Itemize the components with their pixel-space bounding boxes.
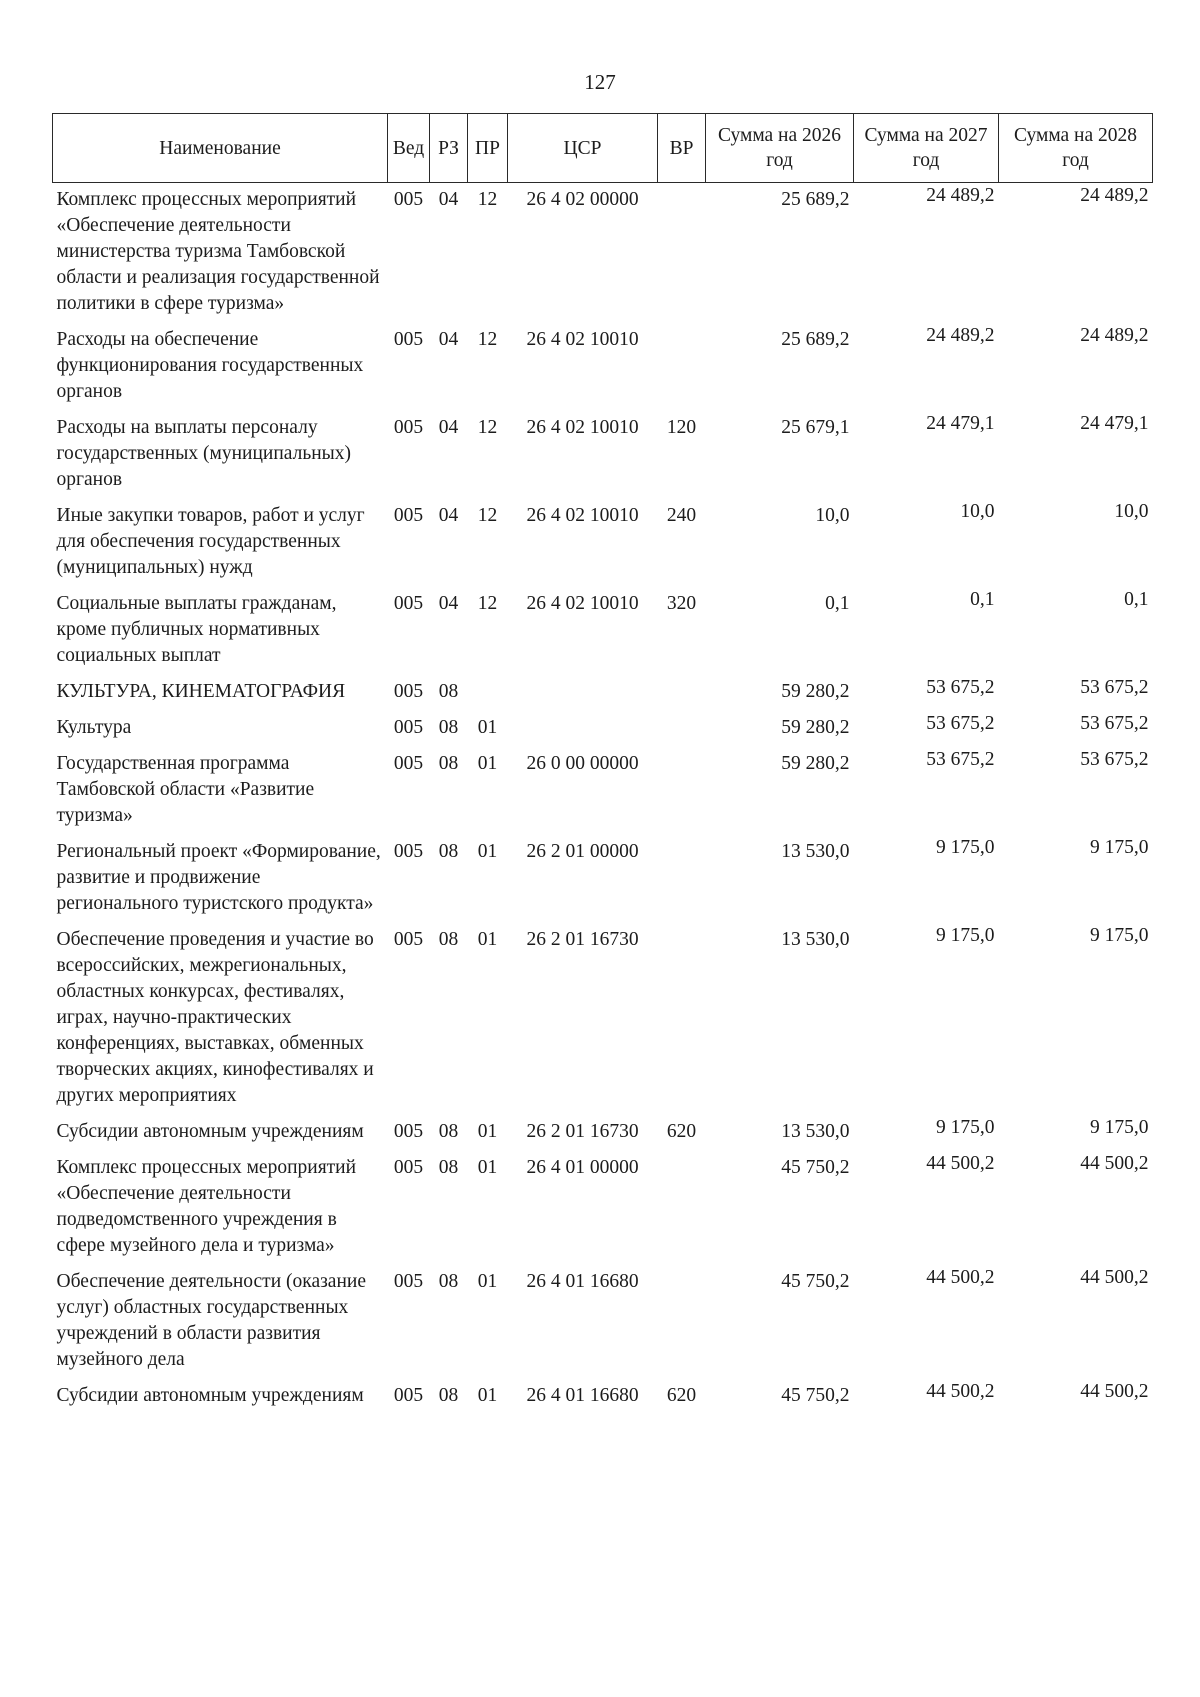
row-vr: 620 [666, 1385, 697, 1406]
row-rz: 08 [438, 1121, 459, 1142]
row-sum-2028: 44 500,2 [1080, 1381, 1149, 1402]
row-pr: 12 [477, 329, 498, 350]
row-sum-2027: 53 675,2 [926, 749, 995, 770]
row-name: Иные закупки товаров, работ и услуг для обеспечения государственных (муниципальных) нужд [56, 505, 365, 578]
table-row [53, 587, 1153, 675]
row-ved: 005 [393, 841, 424, 862]
row-ved: 005 [393, 1385, 424, 1406]
row-name: Социальные выплаты гражданам, кроме публичных нормативных социальных выплат [56, 593, 337, 666]
row-name: Расходы на выплаты персоналу государственных (муниципальных) органов [56, 417, 352, 490]
row-csr: 26 2 01 16730 [526, 929, 639, 950]
row-pr: 12 [477, 505, 498, 526]
row-sum-2028: 53 675,2 [1080, 713, 1149, 734]
table-row [53, 1151, 1153, 1265]
row-pr: 01 [477, 1271, 498, 1292]
row-sum-2028: 24 489,2 [1080, 325, 1149, 346]
row-ved: 005 [393, 417, 424, 438]
table-row [53, 711, 1153, 747]
row-sum-2027: 9 175,0 [936, 837, 995, 858]
table-row [53, 499, 1153, 587]
row-sum-2028: 10,0 [1114, 501, 1149, 522]
table-row [53, 747, 1153, 835]
header-name: Наименование [53, 114, 388, 183]
row-vr [658, 711, 706, 747]
row-vr [658, 675, 706, 711]
row-rz: 04 [438, 189, 459, 210]
row-sum-2026: 13 530,0 [781, 841, 850, 862]
row-rz: 04 [438, 505, 459, 526]
row-name: КУЛЬТУРА, КИНЕМАТОГРАФИЯ [56, 681, 346, 702]
table-row [53, 923, 1153, 1115]
header-csr: ЦСР [508, 114, 658, 183]
row-rz: 08 [438, 753, 459, 774]
row-vr: 320 [666, 593, 697, 614]
row-vr [658, 835, 706, 923]
table-row [53, 835, 1153, 923]
row-rz: 04 [438, 593, 459, 614]
row-sum-2028: 0,1 [1124, 589, 1149, 610]
row-sum-2026: 25 689,2 [781, 189, 850, 210]
row-vr: 620 [666, 1121, 697, 1142]
row-ved: 005 [393, 1271, 424, 1292]
row-sum-2028: 44 500,2 [1080, 1267, 1149, 1288]
header-ved: Вед [388, 114, 430, 183]
row-ved: 005 [393, 505, 424, 526]
row-name: Комплекс процессных мероприятий «Обеспечение деятельности министерства туризма Тамбовской области и реализация государственной политики в сфере туризма» [56, 189, 380, 314]
row-csr [508, 675, 658, 711]
row-sum-2026: 59 280,2 [781, 681, 850, 702]
row-csr: 26 4 02 10010 [526, 329, 639, 350]
header-pr: ПР [468, 114, 508, 183]
row-sum-2026: 13 530,0 [781, 1121, 850, 1142]
row-ved: 005 [393, 681, 424, 702]
row-sum-2026: 45 750,2 [781, 1271, 850, 1292]
row-pr: 01 [477, 753, 498, 774]
row-csr: 26 4 01 16680 [526, 1385, 639, 1406]
row-sum-2027: 44 500,2 [926, 1267, 995, 1288]
row-ved: 005 [393, 1157, 424, 1178]
row-vr [658, 747, 706, 835]
header-sum-2026: Сумма на 2026 год [706, 114, 854, 183]
row-sum-2026: 25 679,1 [781, 417, 850, 438]
row-rz: 08 [438, 1157, 459, 1178]
row-ved: 005 [393, 753, 424, 774]
row-sum-2027: 44 500,2 [926, 1381, 995, 1402]
table-row [53, 1115, 1153, 1151]
table-row [53, 1265, 1153, 1379]
row-ved: 005 [393, 593, 424, 614]
row-pr [468, 675, 508, 711]
row-name: Обеспечение деятельности (оказание услуг) областных государственных учреждений в области развития музейного дела [56, 1271, 366, 1370]
row-ved: 005 [393, 1121, 424, 1142]
row-rz: 08 [438, 841, 459, 862]
header-sum-2028: Сумма на 2028 год [999, 114, 1153, 183]
row-rz: 04 [438, 417, 459, 438]
table-row [53, 1379, 1153, 1415]
table-row [53, 323, 1153, 411]
row-csr: 26 0 00 00000 [526, 753, 639, 774]
row-csr [508, 711, 658, 747]
row-ved: 005 [393, 329, 424, 350]
table-body [53, 183, 1153, 1416]
row-pr: 12 [477, 189, 498, 210]
row-name: Региональный проект «Формирование, развитие и продвижение регионального туристского продукта» [56, 841, 381, 914]
row-sum-2026: 45 750,2 [781, 1157, 850, 1178]
row-ved: 005 [393, 189, 424, 210]
row-sum-2026: 59 280,2 [781, 717, 850, 738]
row-ved: 005 [393, 717, 424, 738]
row-name: Культура [56, 717, 132, 738]
row-sum-2026: 10,0 [815, 505, 850, 526]
row-sum-2026: 13 530,0 [781, 929, 850, 950]
row-vr: 120 [666, 417, 697, 438]
row-sum-2026: 0,1 [825, 593, 850, 614]
page-number: 127 [584, 70, 616, 94]
row-vr [658, 923, 706, 1115]
table-row [53, 411, 1153, 499]
row-rz: 08 [438, 929, 459, 950]
row-csr: 26 4 02 00000 [526, 189, 639, 210]
row-sum-2028: 9 175,0 [1090, 1117, 1149, 1138]
table-row [53, 183, 1153, 324]
row-pr: 12 [477, 417, 498, 438]
row-csr: 26 4 02 10010 [526, 593, 639, 614]
row-sum-2028: 44 500,2 [1080, 1153, 1149, 1174]
row-name: Субсидии автономным учреждениям [56, 1121, 364, 1142]
row-csr: 26 4 01 00000 [526, 1157, 639, 1178]
row-sum-2028: 24 479,1 [1080, 413, 1149, 434]
row-sum-2028: 9 175,0 [1090, 925, 1149, 946]
row-rz: 04 [438, 329, 459, 350]
row-sum-2026: 45 750,2 [781, 1385, 850, 1406]
row-csr: 26 4 02 10010 [526, 505, 639, 526]
row-vr [658, 1265, 706, 1379]
row-rz: 08 [438, 1385, 459, 1406]
row-sum-2028: 24 489,2 [1080, 185, 1149, 206]
row-pr: 01 [477, 1121, 498, 1142]
row-pr: 01 [477, 1157, 498, 1178]
row-pr: 01 [477, 1385, 498, 1406]
row-sum-2027: 53 675,2 [926, 677, 995, 698]
row-rz: 08 [438, 717, 459, 738]
row-rz: 08 [438, 681, 459, 702]
row-name: Расходы на обеспечение функционирования государственных органов [56, 329, 364, 402]
row-sum-2028: 9 175,0 [1090, 837, 1149, 858]
row-pr: 01 [477, 929, 498, 950]
row-sum-2027: 44 500,2 [926, 1153, 995, 1174]
row-sum-2028: 53 675,2 [1080, 749, 1149, 770]
row-csr: 26 4 02 10010 [526, 417, 639, 438]
row-pr: 01 [477, 717, 498, 738]
row-sum-2027: 53 675,2 [926, 713, 995, 734]
row-name: Субсидии автономным учреждениям [56, 1385, 364, 1406]
row-csr: 26 4 01 16680 [526, 1271, 639, 1292]
row-csr: 26 2 01 16730 [526, 1121, 639, 1142]
budget-table [52, 113, 1153, 1415]
row-sum-2026: 25 689,2 [781, 329, 850, 350]
header-rz: РЗ [430, 114, 468, 183]
row-name: Комплекс процессных мероприятий «Обеспечение деятельности подведомственного учреждения в сфере музейного дела и туризма» [56, 1157, 357, 1256]
row-pr: 01 [477, 841, 498, 862]
row-name: Обеспечение проведения и участие во всероссийских, межрегиональных, областных конкурсах, фестивалях, играх, научно-практических конференциях, выставках, обменных творческих акциях, кинофестивалях и других мероприятиях [56, 929, 374, 1106]
table-header-row [53, 114, 1153, 183]
row-sum-2028: 53 675,2 [1080, 677, 1149, 698]
header-sum-2027: Сумма на 2027 год [854, 114, 999, 183]
row-vr [658, 183, 706, 324]
table-row [53, 675, 1153, 711]
row-vr [658, 323, 706, 411]
row-ved: 005 [393, 929, 424, 950]
row-sum-2027: 24 489,2 [926, 185, 995, 206]
row-csr: 26 2 01 00000 [526, 841, 639, 862]
row-vr [658, 1151, 706, 1265]
row-sum-2027: 24 479,1 [926, 413, 995, 434]
row-sum-2027: 10,0 [960, 501, 995, 522]
row-sum-2027: 0,1 [970, 589, 995, 610]
row-sum-2027: 9 175,0 [936, 1117, 995, 1138]
row-vr: 240 [666, 505, 697, 526]
row-rz: 08 [438, 1271, 459, 1292]
row-sum-2026: 59 280,2 [781, 753, 850, 774]
row-pr: 12 [477, 593, 498, 614]
row-sum-2027: 24 489,2 [926, 325, 995, 346]
row-sum-2027: 9 175,0 [936, 925, 995, 946]
header-vr: ВР [658, 114, 706, 183]
row-name: Государственная программа Тамбовской области «Развитие туризма» [56, 753, 315, 826]
